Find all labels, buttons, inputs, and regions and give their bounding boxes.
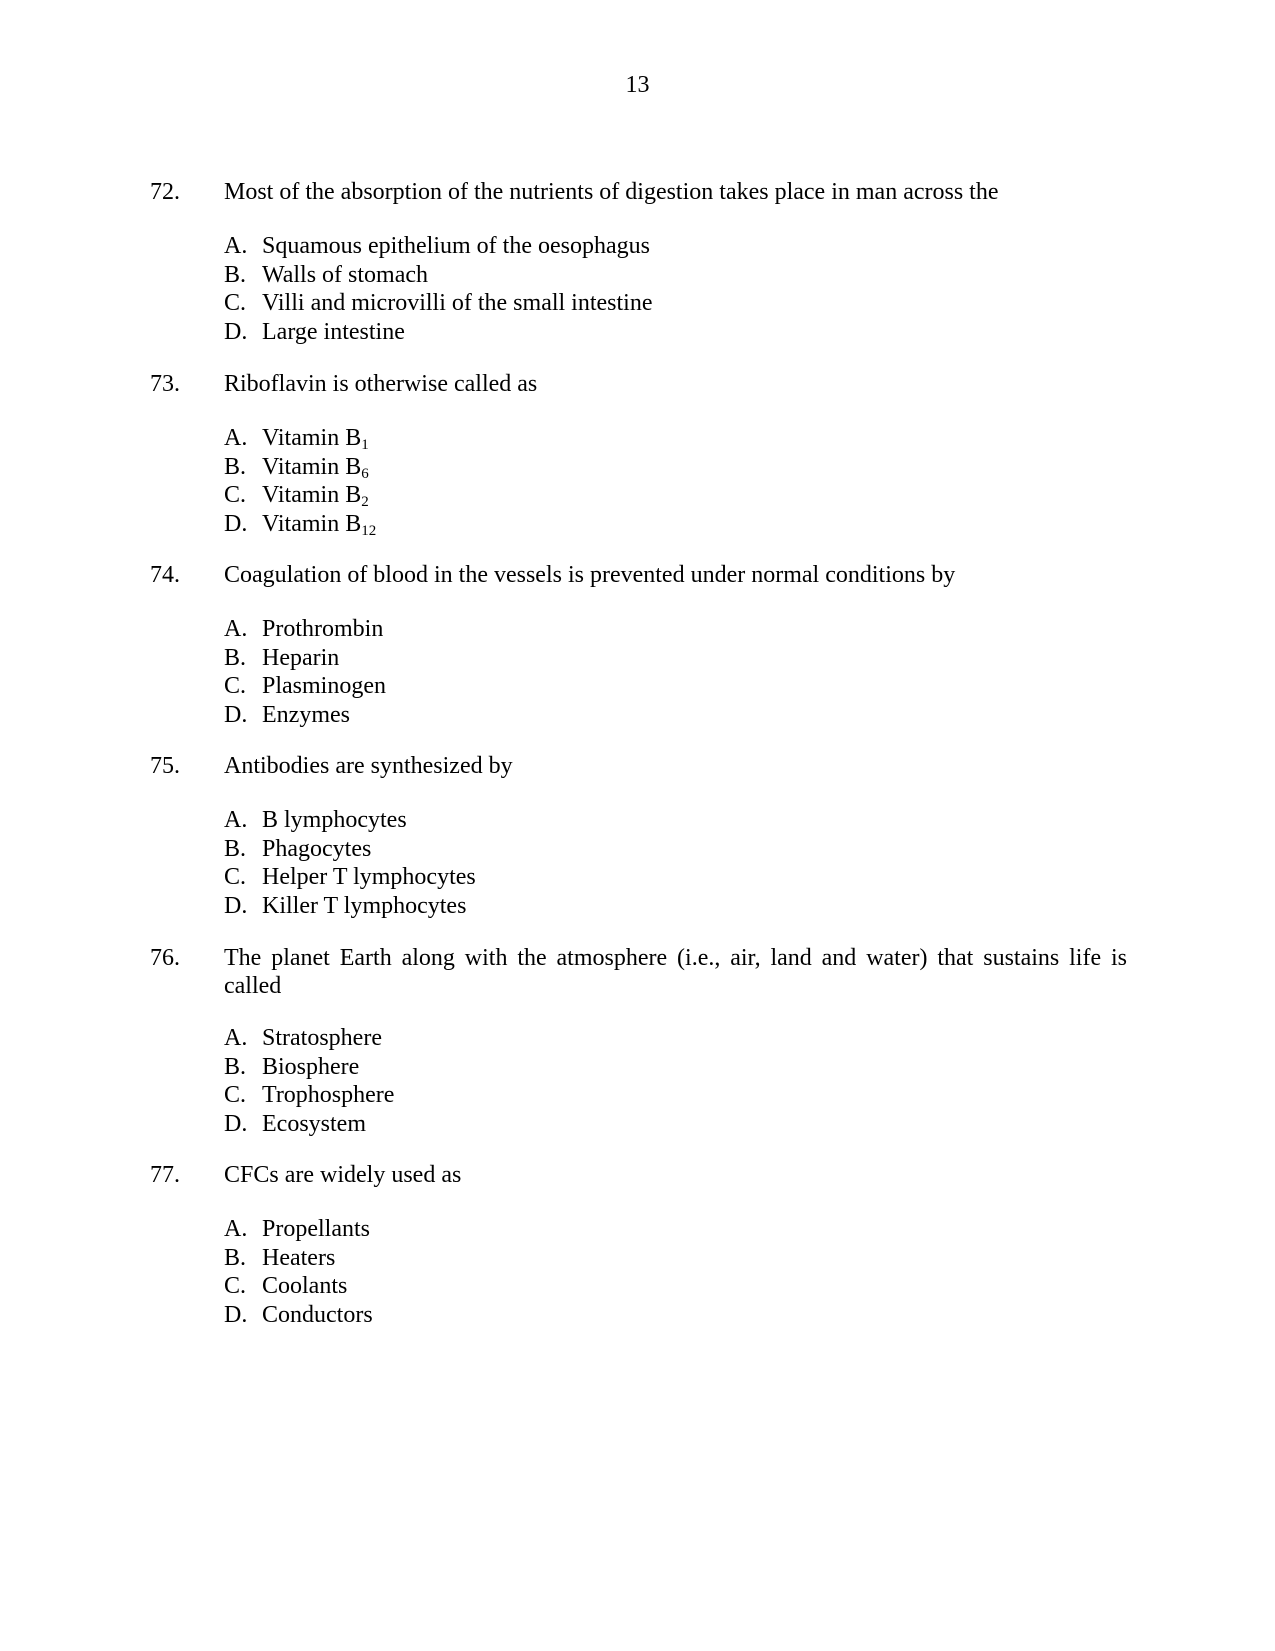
question-number: 76. <box>150 945 180 971</box>
option-text: Trophosphere <box>262 1082 395 1109</box>
option-b <box>224 1053 394 1082</box>
option-a <box>224 1024 394 1053</box>
option-c <box>224 481 376 510</box>
option-a <box>224 806 476 835</box>
option-text: Prothrombin <box>262 616 384 642</box>
option-list <box>224 232 653 347</box>
option-c <box>224 1272 373 1301</box>
option-d <box>224 1110 394 1139</box>
question-text: Most of the absorption of the nutrients of digestion takes place in man across the <box>224 179 999 205</box>
option-text: Stratosphere <box>262 1025 382 1051</box>
option-a <box>224 1215 373 1244</box>
question-number: 73. <box>150 371 180 397</box>
option-text: Helper T lymphocytes <box>262 864 476 891</box>
option-letter: B. <box>224 835 247 862</box>
option-letter: C. <box>224 482 247 509</box>
option-letter: C. <box>224 864 247 891</box>
option-c <box>224 1081 394 1110</box>
option-letter: B. <box>224 453 247 480</box>
option-b <box>224 835 476 864</box>
option-letter: B. <box>224 644 247 671</box>
option-list <box>224 424 376 539</box>
option-letter: A. <box>224 425 248 451</box>
option-text: Enzymes <box>262 702 350 729</box>
question-text: Antibodies are synthesized by <box>224 753 513 779</box>
option-letter: A. <box>224 807 248 833</box>
option-d <box>224 510 376 539</box>
option-c <box>224 863 476 892</box>
question-number: 72. <box>150 179 180 205</box>
option-letter: C. <box>224 1273 247 1300</box>
option-letter: B. <box>224 1244 247 1271</box>
option-letter: C. <box>224 673 247 700</box>
option-letter: A. <box>224 233 248 259</box>
question-text: Riboflavin is otherwise called as <box>224 371 538 397</box>
question-text: Coagulation of blood in the vessels is prevented under normal conditions by <box>224 562 956 588</box>
option-letter: B. <box>224 1053 247 1080</box>
option-d <box>224 1301 373 1330</box>
option-text: B lymphocytes <box>262 807 407 833</box>
option-text: Phagocytes <box>262 835 372 862</box>
question-text: The planet Earth along with the atmosphere (i.e., air, land and water) that sustains life is called <box>224 945 1127 999</box>
option-text: Villi and microvilli of the small intestine <box>262 290 653 317</box>
page-number: 13 <box>625 72 650 98</box>
option-subscript: 1 <box>361 437 369 453</box>
option-subscript: 12 <box>361 523 377 540</box>
option-letter: C. <box>224 1082 247 1109</box>
option-text: Heparin <box>262 644 340 671</box>
option-a <box>224 232 653 261</box>
option-b <box>224 1244 373 1273</box>
option-c <box>224 289 653 318</box>
option-letter: D. <box>224 511 248 538</box>
option-list <box>224 615 386 730</box>
option-b <box>224 453 376 482</box>
option-letter: B. <box>224 261 247 288</box>
option-text: Conductors <box>262 1302 373 1329</box>
option-text: Coolants <box>262 1273 348 1300</box>
question-number: 74. <box>150 562 180 588</box>
option-list <box>224 1215 373 1330</box>
option-d <box>224 701 386 730</box>
option-a <box>224 424 376 453</box>
option-letter: D. <box>224 702 248 729</box>
question-number: 75. <box>150 753 180 779</box>
option-text: Large intestine <box>262 319 405 346</box>
option-letter: A. <box>224 1025 248 1051</box>
option-text: Propellants <box>262 1216 370 1242</box>
option-text: Vitamin B <box>262 453 362 480</box>
option-d <box>224 318 653 347</box>
option-text: Walls of stomach <box>262 261 429 288</box>
option-text: Ecosystem <box>262 1111 366 1138</box>
option-letter: D. <box>224 893 248 920</box>
option-letter: A. <box>224 1216 248 1242</box>
option-text: Vitamin B <box>262 482 362 509</box>
question-number: 77. <box>150 1162 180 1188</box>
option-text: Vitamin B <box>262 511 362 538</box>
option-text: Squamous epithelium of the oesophagus <box>262 233 650 259</box>
option-subscript: 6 <box>361 465 369 482</box>
option-letter: D. <box>224 319 248 346</box>
question-text: CFCs are widely used as <box>224 1162 462 1188</box>
option-text: Plasminogen <box>262 673 386 700</box>
option-d <box>224 892 476 921</box>
option-a <box>224 615 386 644</box>
option-list <box>224 806 476 921</box>
option-letter: D. <box>224 1111 248 1138</box>
option-subscript: 2 <box>361 494 369 511</box>
option-letter: A. <box>224 616 248 642</box>
option-list <box>224 1024 394 1139</box>
option-c <box>224 672 386 701</box>
option-b <box>224 261 653 290</box>
option-letter: C. <box>224 290 247 317</box>
option-text: Killer T lymphocytes <box>262 893 467 920</box>
option-b <box>224 644 386 673</box>
option-text: Biosphere <box>262 1053 360 1080</box>
option-text: Vitamin B <box>262 425 362 451</box>
option-text: Heaters <box>262 1244 336 1271</box>
option-letter: D. <box>224 1302 248 1329</box>
